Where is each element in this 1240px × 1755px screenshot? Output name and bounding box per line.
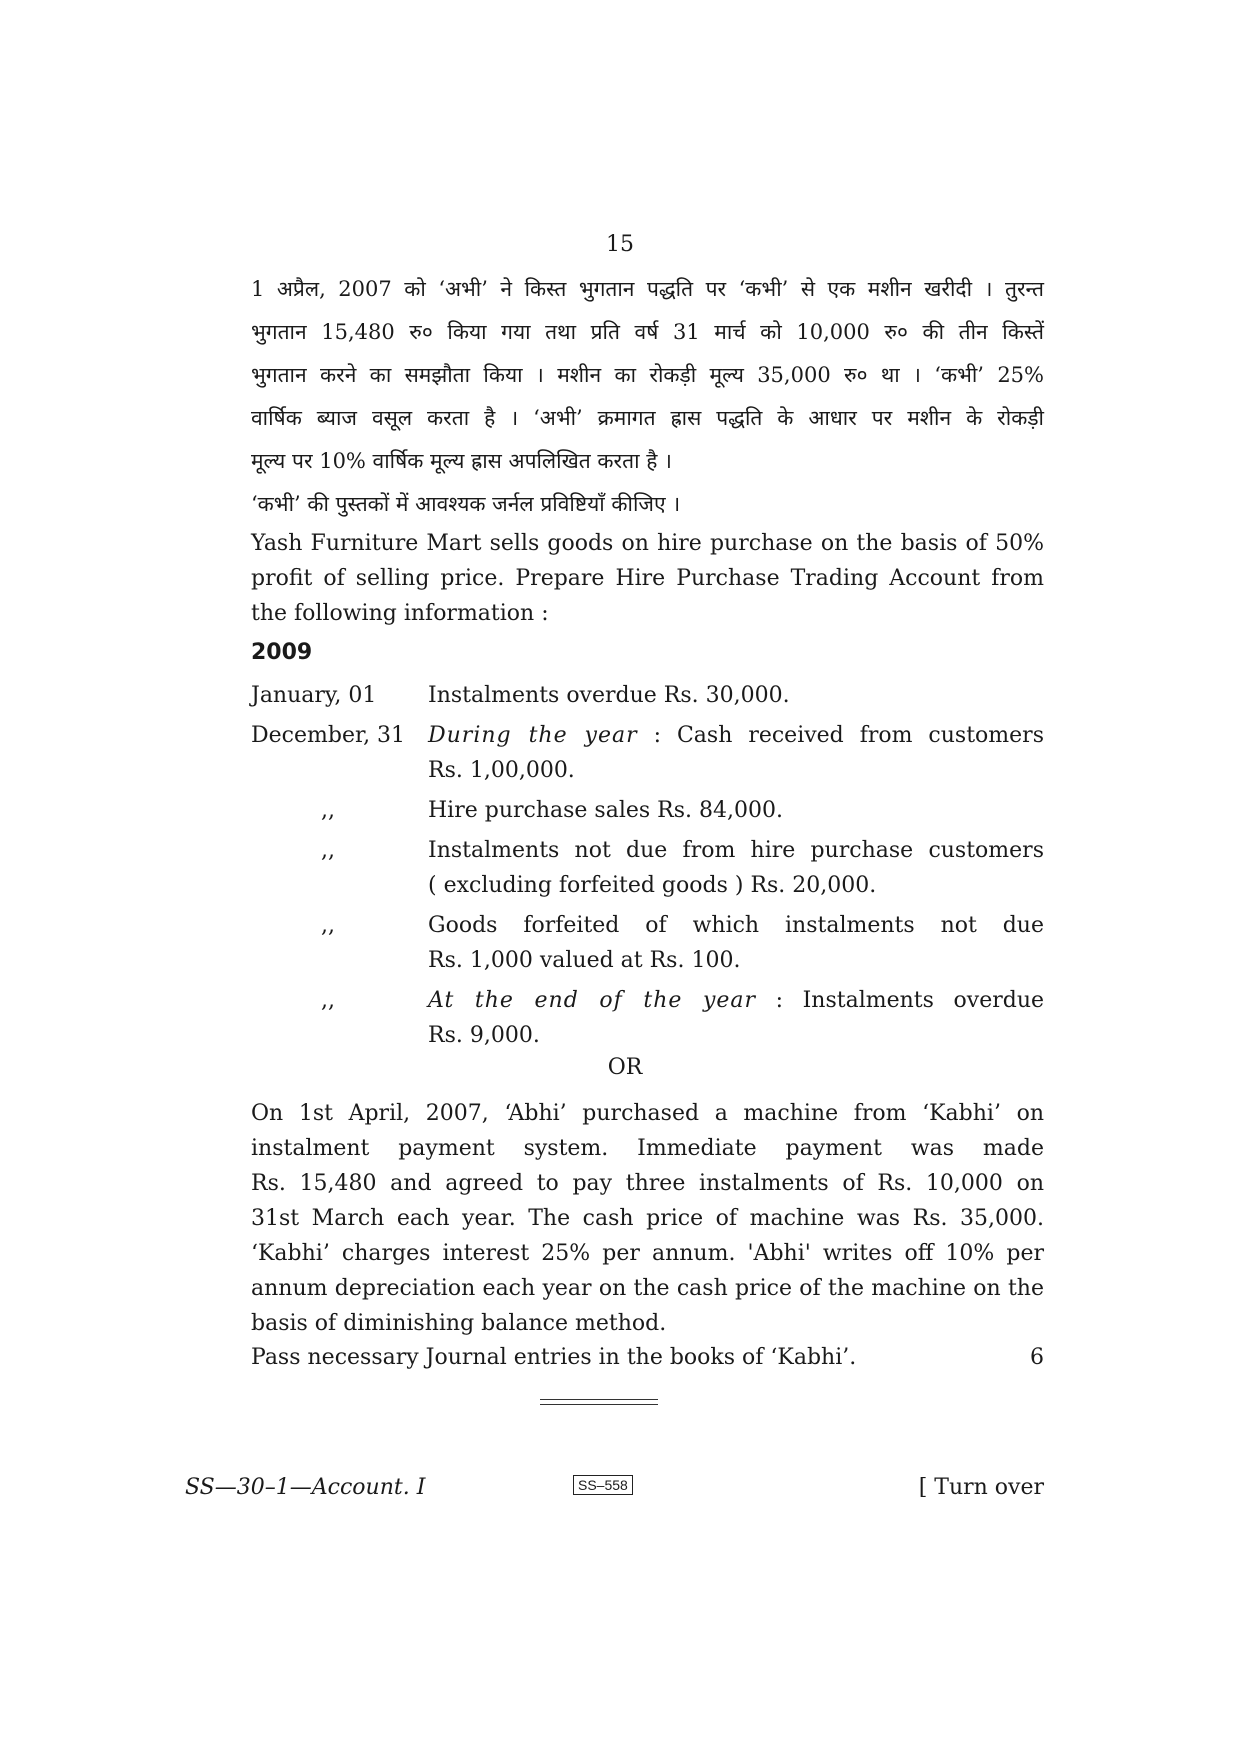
question-intro	[251, 526, 1044, 631]
entry-row	[251, 793, 1044, 828]
entries-list	[251, 678, 1044, 1058]
ditto-mark: ,,	[321, 988, 335, 1013]
entry-desc	[428, 833, 1044, 903]
entry-desc	[428, 908, 1044, 978]
entry-text: Rs. 9,000.	[428, 1023, 540, 1048]
footer-paper-code: SS—30–1—Account. I	[185, 1475, 426, 1500]
hindi-line: वार्षिक ब्याज वसूल करता है । ‘अभी’ क्रमागत ह्रास पद्धति के आधार पर मशीन के रोकड़ी	[251, 406, 1044, 430]
footer-code-box: SS–558	[573, 1475, 633, 1495]
english-line: Rs. 15,480 and agreed to pay three instalments of Rs. 10,000 on	[251, 1171, 1044, 1196]
entry-text: : Cash received from customers	[637, 723, 1044, 748]
ditto-mark: ,,	[321, 798, 335, 823]
entry-desc: Hire purchase sales Rs. 84,000.	[428, 798, 783, 823]
entry-text: : Instalments overdue	[756, 988, 1045, 1013]
instruction-line	[251, 1345, 1044, 1370]
entry-text: Instalments not due from hire purchase customers	[428, 838, 1044, 863]
final-instruction: Pass necessary Journal entries in the books of ‘Kabhi’.	[251, 1345, 857, 1370]
marks: 6	[1030, 1345, 1044, 1370]
entry-row	[251, 678, 1044, 713]
italic-phrase: At the end of the year	[428, 988, 757, 1013]
entry-desc	[428, 718, 1044, 788]
year-heading: 2009	[251, 640, 313, 665]
hindi-question	[251, 268, 1044, 526]
entry-row	[251, 908, 1044, 978]
entry-date: December, 31	[251, 723, 406, 748]
hindi-line: ‘कभी’ की पुस्तकों में आवश्यक जर्नल प्रविष्टियाँ कीजिए ।	[251, 492, 681, 516]
intro-line: the following information :	[251, 601, 549, 626]
entry-date: January, 01	[251, 683, 377, 708]
entry-row	[251, 718, 1044, 788]
english-line: annum depreciation each year on the cash price of the machine on the	[251, 1276, 1044, 1301]
entry-row	[251, 983, 1044, 1053]
ditto-mark: ,,	[321, 913, 335, 938]
entry-desc	[428, 983, 1044, 1053]
entry-row	[251, 833, 1044, 903]
english-line: On 1st April, 2007, ‘Abhi’ purchased a machine from ‘Kabhi’ on	[251, 1101, 1044, 1126]
english-line: basis of diminishing balance method.	[251, 1311, 667, 1336]
english-line: 31st March each year. The cash price of machine was Rs. 35,000.	[251, 1206, 1044, 1231]
turn-over-label: [ Turn over	[918, 1475, 1044, 1500]
or-separator: OR	[607, 1055, 643, 1080]
english-line: ‘Kabhi’ charges interest 25% per annum. 'Abhi' writes off 10% per	[251, 1241, 1044, 1266]
hindi-line: 1 अप्रैल, 2007 को ‘अभी’ ने किस्त भुगतान पद्धति पर ‘कभी’ से एक मशीन खरीदी । तुरन्त	[251, 277, 1044, 301]
intro-line: profit of selling price. Prepare Hire Purchase Trading Account from	[251, 566, 1044, 591]
english-question	[251, 1096, 1044, 1341]
entry-text: Rs. 1,00,000.	[428, 758, 575, 783]
end-double-rule	[540, 1399, 658, 1405]
hindi-line: मूल्य पर 10% वार्षिक मूल्य ह्रास अपलिखित करता है ।	[251, 449, 673, 473]
entry-desc: Instalments overdue Rs. 30,000.	[428, 683, 790, 708]
english-line: instalment payment system. Immediate payment was made	[251, 1136, 1044, 1161]
intro-line: Yash Furniture Mart sells goods on hire purchase on the basis of 50%	[251, 531, 1044, 556]
hindi-line: भुगतान 15,480 रु० किया गया तथा प्रति वर्ष 31 मार्च को 10,000 रु० की तीन किस्तें	[251, 320, 1044, 344]
ditto-mark: ,,	[321, 838, 335, 863]
italic-phrase: During the year	[428, 723, 638, 748]
entry-text: Rs. 1,000 valued at Rs. 100.	[428, 948, 741, 973]
entry-text: Goods forfeited of which instalments not due	[428, 913, 1044, 938]
page-number: 15	[606, 232, 634, 257]
entry-text: ( excluding forfeited goods ) Rs. 20,000.	[428, 873, 877, 898]
hindi-line: भुगतान करने का समझौता किया । मशीन का रोकड़ी मूल्य 35,000 रु० था । ‘कभी’ 25%	[251, 363, 1044, 387]
